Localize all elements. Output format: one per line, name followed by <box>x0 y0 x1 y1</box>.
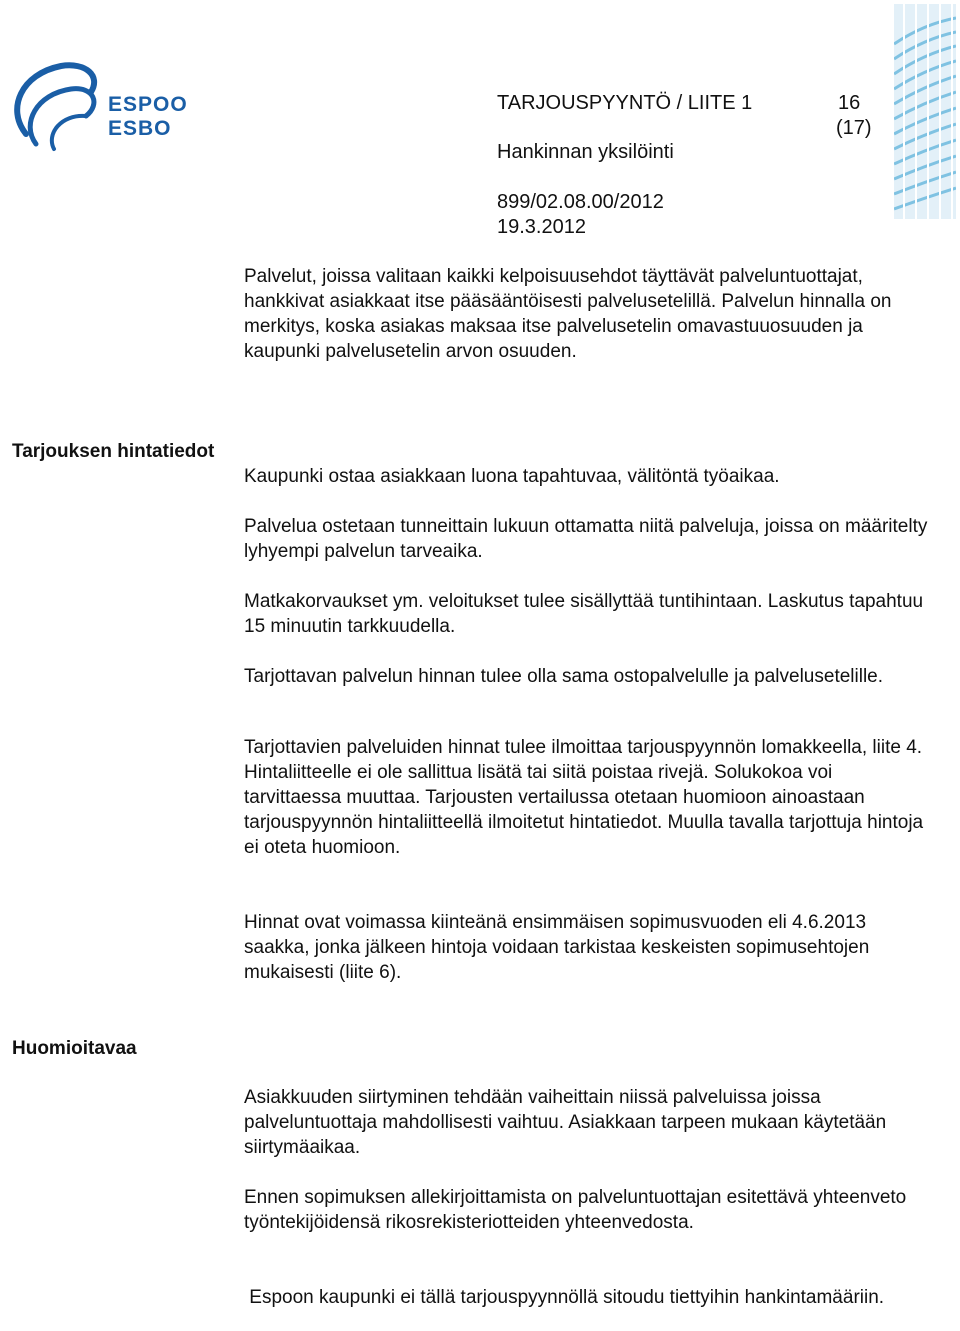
document-title: TARJOUSPYYNTÖ / LIITE 1 <box>497 92 753 114</box>
notes-heading: Huomioitavaa <box>12 1038 137 1059</box>
pricing-paragraph-4: Tarjottavan palvelun hinnan tulee olla sama ostopalvelulle ja palvelusetelille. <box>244 666 884 687</box>
document-subtitle: Hankinnan yksilöinti <box>497 141 674 163</box>
logo-text-esbo: ESBO <box>108 117 172 140</box>
intro-paragraph: Palvelut, joissa valitaan kaikki kelpoisuusehdot täyttävät palveluntuottajat, hankkivat asiakkaat itse pääsääntöisesti palvelusetelillä. Palvelun hinnalla on merkitys, koska asiakas maksaa itse palvelusetelin omavastuuosuuden ja kaupunki palvelusetelin arvon osuuden. <box>244 266 892 362</box>
page-number: 16 <box>838 92 861 114</box>
pricing-paragraph-6: Hinnat ovat voimassa kiinteänä ensimmäisen sopimusvuoden eli 4.6.2013 saakka, jonka jälkeen hintoja voidaan tarkistaa keskeisten sopimusehtojen mukaisesti (liite 6). <box>244 912 870 983</box>
pricing-paragraph-5: Tarjottavien palveluiden hinnat tulee ilmoittaa tarjouspyynnön lomakkeella, liite 4. Hintaliitteelle ei ole sallittua lisätä tai siitä poistaa rivejä. Solukokoa voi tarvittaessa muuttaa. Tarjousten vertailussa otetaan huomioon ainoastaan tarjouspyynnön hintaliitteellä ilmoitetut hintatiedot. Muulla tavalla tarjottuja hintoja ei oteta huomioon. <box>244 737 924 858</box>
stripe-pattern-icon <box>894 4 956 219</box>
pricing-heading: Tarjouksen hintatiedot <box>12 441 215 462</box>
notes-paragraph-2: Ennen sopimuksen allekirjoittamista on palveluntuottajan esitettävä yhteenveto työntekijöidensä rikosrekisteriotteiden yhteenvedosta. <box>244 1187 907 1233</box>
pricing-paragraph-2: Palvelua ostetaan tunneittain lukuun ottamatta niitä palveluja, joissa on määritelty lyhyempi palvelun tarveaika. <box>244 516 928 562</box>
notes-paragraph-1: Asiakkuuden siirtyminen tehdään vaiheittain niissä palveluissa joissa palveluntuottaja mahdollisesti vaihtuu. Asiakkaan tarpeen mukaan käytetään siirtymäaikaa. <box>244 1087 887 1158</box>
document-date: 19.3.2012 <box>497 216 586 238</box>
reference-number: 899/02.08.00/2012 <box>497 191 664 213</box>
espoo-swirl-icon <box>6 54 106 154</box>
decorative-stripes <box>894 4 956 219</box>
pricing-paragraph-3: Matkakorvaukset ym. veloitukset tulee sisällyttää tuntihintaan. Laskutus tapahtuu 15 minuutin tarkkuudella. <box>244 591 924 637</box>
notes-paragraph-3: Espoon kaupunki ei tällä tarjouspyynnöllä sitoudu tiettyihin hankintamääriin. <box>244 1287 885 1308</box>
espoo-logo <box>6 54 191 154</box>
logo-text-espoo: ESPOO <box>108 93 188 116</box>
page-total: (17) <box>836 117 872 139</box>
pricing-paragraph-1: Kaupunki ostaa asiakkaan luona tapahtuvaa, välitöntä työaikaa. <box>244 466 780 487</box>
